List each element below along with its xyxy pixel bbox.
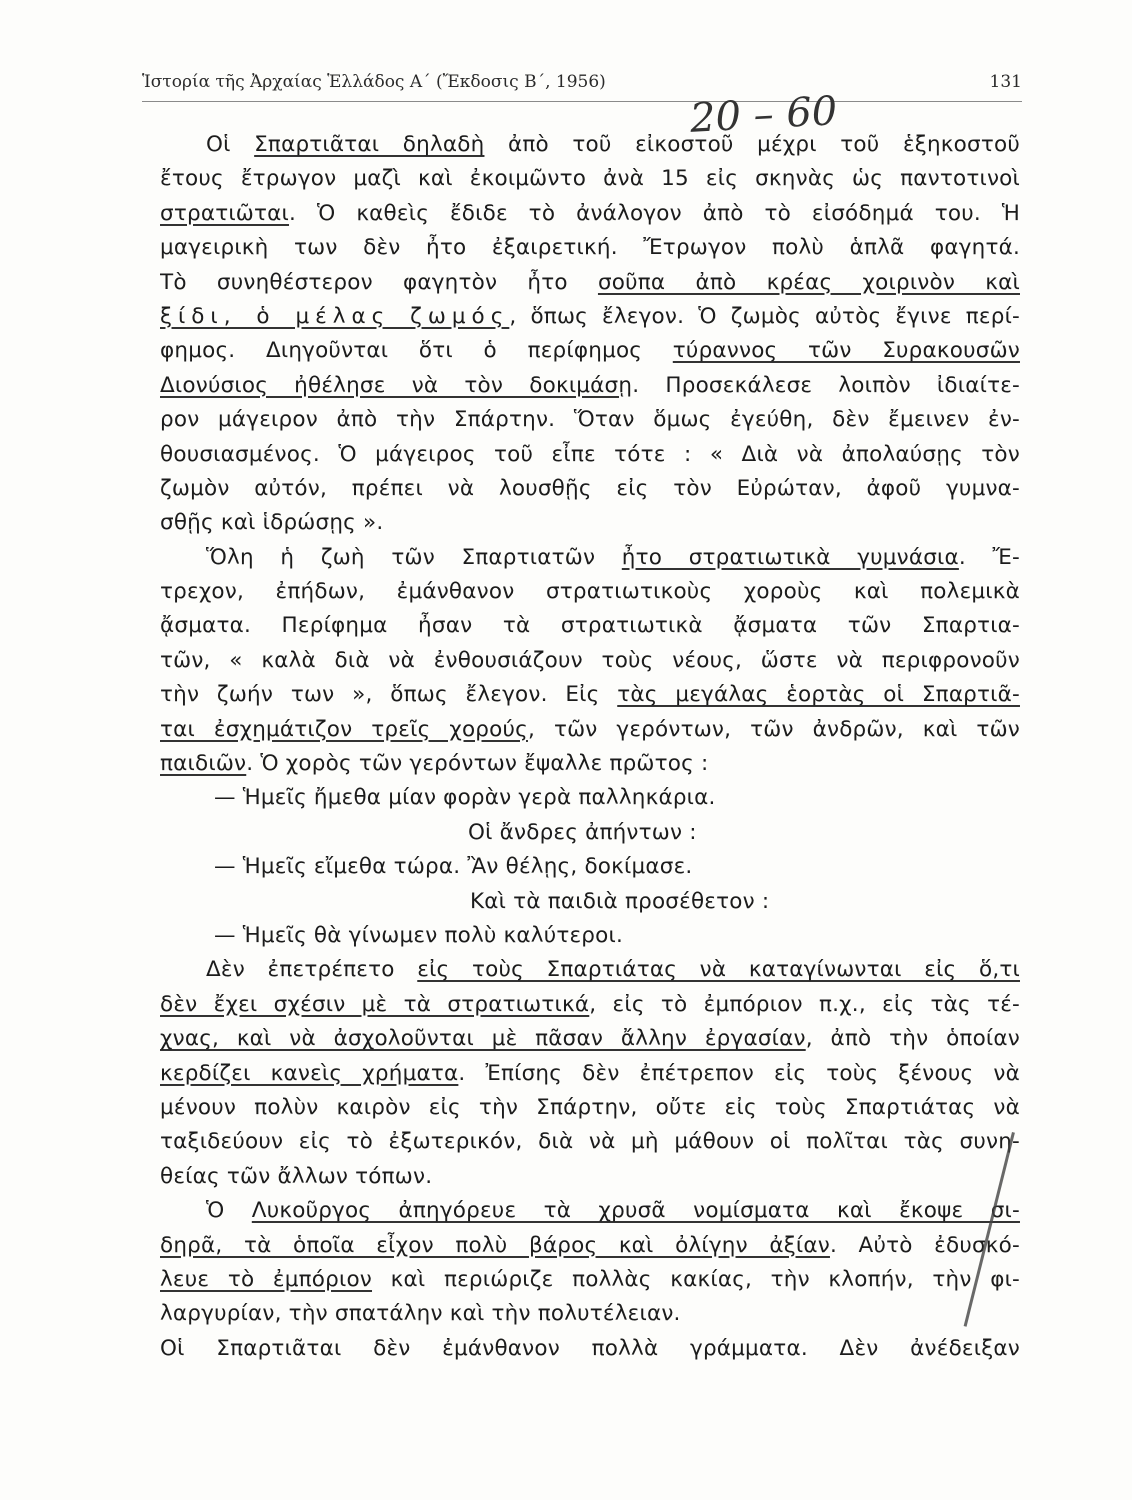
text-line: σθῇς καὶ ἱδρώσῃς ». <box>160 510 384 536</box>
text-line: Οἱ Σπαρτιᾶται δηλαδὴ ἀπὸ τοῦ εἰκοστοῦ μέχρι τοῦ ἑξηκοστοῦ <box>206 132 1020 157</box>
text-line: μαγειρικὴ των δὲν ἦτο ἐξαιρετική. Ἔτρωγον πολὺ ἁπλᾶ φαγητά. <box>160 235 1020 261</box>
text-line: θείας τῶν ἄλλων τόπων. <box>160 1163 433 1189</box>
page-number: 131 <box>989 72 1022 92</box>
text-line: ται ἐσχημάτιζον τρεῖς χορούς, τῶν γερόντων, τῶν ἀνδρῶν, καὶ τῶν <box>160 716 1020 742</box>
page-header <box>142 66 1022 100</box>
text-line: κερδίζει κανεὶς χρήματα. Ἐπίσης δὲν ἐπέτρεπον εἰς τοὺς ξένους νὰ <box>160 1060 1020 1086</box>
text-line: Ὁ Λυκοῦργος ἀπηγόρευε τὰ χρυσᾶ νομίσματα καὶ ἔκοψε σι- <box>206 1198 1020 1224</box>
text-line: Δὲν ἐπετρέπετο εἰς τοὺς Σπαρτιάτας νὰ καταγίνωνται εἰς ὅ,τι <box>206 957 1020 983</box>
text-line: δὲν ἔχει σχέσιν μὲ τὰ στρατιωτικά, εἰς τὸ ἐμπόριον π.χ., εἰς τὰς τέ- <box>160 991 1020 1017</box>
dialogue-intro: Καὶ τὰ παιδιὰ προσέθετον : <box>470 888 770 914</box>
text-line: ἔτους ἔτρωγον μαζὶ καὶ ἐκοιμῶντο ἀνὰ 15 εἰς σκηνὰς ὡς παντοτινοὶ <box>160 166 1020 192</box>
text-line: ᾄσματα. Περίφημα ἦσαν τὰ στρατιωτικὰ ᾄσματα τῶν Σπαρτια- <box>160 613 1020 639</box>
book-title: Ἱστορία τῆς Ἀρχαίας Ἑλλάδος Α΄ (Ἔκδοσις Β΄, 1956) <box>142 72 606 92</box>
text-line: στρατιῶται. Ὁ καθεὶς ἔδιδε τὸ ἀνάλογον ἀπὸ τὸ εἰσόδημά του. Ἡ <box>160 200 1020 226</box>
text-line: μένουν πολὺν καιρὸν εἰς τὴν Σπάρτην, οὔτε εἰς τοὺς Σπαρτιάτας νὰ <box>160 1094 1020 1120</box>
text-line: τρεχον, ἐπήδων, ἐμάνθανον στρατιωτικοὺς χοροὺς καὶ πολεμικὰ <box>160 579 1020 605</box>
dialogue-line: — Ἡμεῖς θὰ γίνωμεν πολὺ καλύτεροι. <box>214 922 624 948</box>
text-line: Διονύσιος ἠθέλησε νὰ τὸν δοκιμάσῃ. Προσεκάλεσε λοιπὸν ἰδιαίτε- <box>160 372 1020 398</box>
text-line: δηρᾶ, τὰ ὁποῖα εἶχον πολὺ βάρος καὶ ὀλίγην ἀξίαν. Αὐτὸ ἐδυσκό- <box>160 1232 1020 1258</box>
text-line: χνας, καὶ νὰ ἀσχολοῦνται μὲ πᾶσαν ἄλλην ἐργασίαν, ἀπὸ τὴν ὁποίαν <box>160 1026 1020 1052</box>
text-line: λευε τὸ ἐμπόριον καὶ περιώριζε πολλὰς κακίας, τὴν κλοπήν, τὴν φι- <box>160 1266 1020 1292</box>
text-line: ζωμὸν αὐτόν, πρέπει νὰ λουσθῇς εἰς τὸν Εὐρώταν, ἀφοῦ γυμνα- <box>160 475 1020 501</box>
text-line: Τὸ συνηθέστερον φαγητὸν ἦτο σοῦπα ἀπὸ κρέας χοιρινὸν καὶ <box>160 269 1020 295</box>
text-line: θουσιασμένος. Ὁ μάγειρος τοῦ εἶπε τότε : « Διὰ νὰ ἀπολαύσῃς τὸν <box>160 441 1020 467</box>
text-line: παιδιῶν. Ὁ χορὸς τῶν γερόντων ἔψαλλε πρῶτος : <box>160 751 709 777</box>
dialogue-line: — Ἡμεῖς ἤμεθα μίαν φορὰν γερὰ παλληκάρια. <box>214 785 716 811</box>
text-line: ρον μάγειρον ἀπὸ τὴν Σπάρτην. Ὅταν ὅμως ἐγεύθη, δὲν ἔμεινεν ἐν- <box>160 407 1020 433</box>
text-line: ξίδι, ὁ μέλας ζωμός, ὅπως ἔλεγον. Ὁ ζωμὸς αὐτὸς ἔγινε περί- <box>160 303 1020 329</box>
text-line: Οἱ Σπαρτιᾶται δὲν ἐμάνθανον πολλὰ γράμματα. Δὲν ἀνέδειξαν <box>160 1335 1020 1361</box>
text-line: φημος. Διηγοῦνται ὅτι ὁ περίφημος τύραννος τῶν Συρακουσῶν <box>160 338 1020 364</box>
header-rule <box>142 101 1022 102</box>
text-line: ταξιδεύουν εἰς τὸ ἐξωτερικόν, διὰ νὰ μὴ μάθουν οἱ πολῖται τὰς συνη- <box>160 1129 1020 1155</box>
dialogue-line: — Ἡμεῖς εἴμεθα τώρα. Ἂν θέλῃς, δοκίμασε. <box>214 854 693 880</box>
dialogue-intro: Οἱ ἄνδρες ἀπήντων : <box>468 819 697 845</box>
text-line: λαργυρίαν, τὴν σπατάλην καὶ τὴν πολυτέλειαν. <box>160 1301 681 1327</box>
text-line: Ὅλη ἡ ζωὴ τῶν Σπαρτιατῶν ἦτο στρατιωτικὰ γυμνάσια. Ἔ- <box>206 544 1020 570</box>
page-body <box>160 128 1020 1366</box>
text-line: τῶν, « καλὰ διὰ νὰ ἐνθουσιάζουν τοὺς νέους, ὥστε νὰ περιφρονοῦν <box>160 647 1020 673</box>
handwritten-annotation: 20 – 60 <box>688 88 839 142</box>
text-line: τὴν ζωήν των », ὅπως ἔλεγον. Εἰς τὰς μεγάλας ἑορτὰς οἱ Σπαρτιᾶ- <box>160 682 1020 708</box>
